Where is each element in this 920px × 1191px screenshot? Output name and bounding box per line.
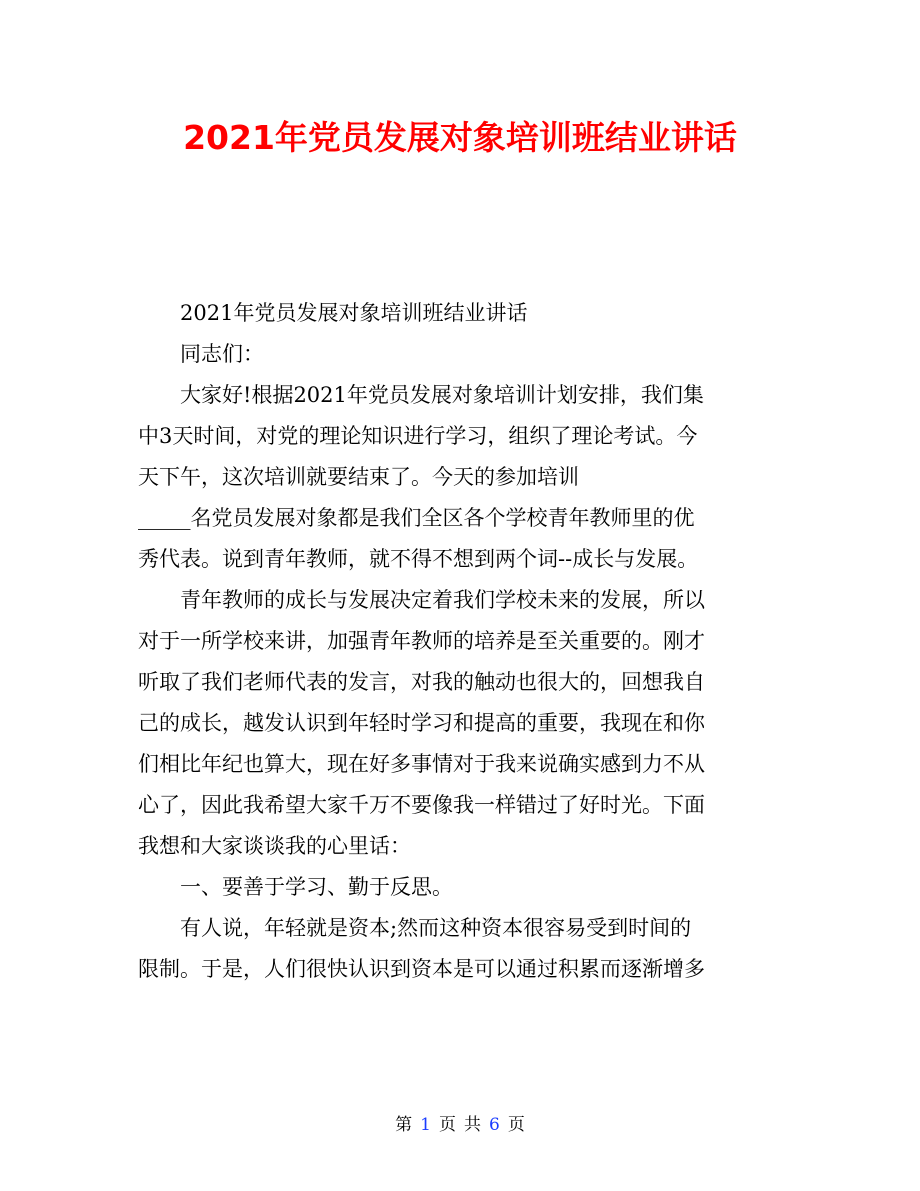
page-footer bbox=[0, 1112, 920, 1138]
body-line: 对于一所学校来讲，加强青年教师的培养是至关重要的。刚才 bbox=[138, 629, 705, 653]
body-line: 们相比年纪也算大，现在好多事情对于我来说确实感到力不从 bbox=[138, 752, 705, 776]
body-line: _____名党员发展对象都是我们全区各个学校青年教师里的优 bbox=[138, 506, 695, 530]
body-line: 我想和大家谈谈我的心里话： bbox=[138, 834, 411, 858]
footer-page-word: 页 bbox=[439, 1115, 456, 1135]
footer-suffix: 页 bbox=[507, 1115, 525, 1135]
body-line: 己的成长，越发认识到年轻时学习和提高的重要，我现在和你 bbox=[138, 711, 705, 735]
footer-page-number: 1 bbox=[420, 1115, 431, 1135]
body-line: 秀代表。说到青年教师，就不得不想到两个词--成长与发展。 bbox=[138, 547, 699, 571]
footer-total-word: 共 bbox=[464, 1115, 481, 1135]
body-line: 有人说，年轻就是资本;然而这种资本很容易受到时间的 bbox=[180, 916, 692, 940]
footer-prefix: 第 bbox=[395, 1115, 413, 1135]
body-line: 限制。于是，人们很快认识到资本是可以通过积累而逐渐增多 bbox=[138, 957, 705, 981]
body-line: 心了，因此我希望大家千万不要像我一样错过了好时光。下面 bbox=[138, 793, 705, 817]
body-line: 大家好!根据2021年党员发展对象培训计划安排，我们集 bbox=[180, 383, 704, 407]
body-line: 同志们： bbox=[180, 342, 264, 366]
body-line: 一、要善于学习、勤于反思。 bbox=[180, 875, 453, 899]
body-line: 听取了我们老师代表的发言，对我的触动也很大的，回想我自 bbox=[138, 670, 705, 694]
body-line: 2021年党员发展对象培训班结业讲话 bbox=[180, 301, 528, 325]
document-title: 2021年党员发展对象培训班结业讲话 bbox=[183, 118, 737, 157]
document-body bbox=[138, 293, 780, 990]
footer-total-pages: 6 bbox=[489, 1115, 500, 1135]
body-line: 青年教师的成长与发展决定着我们学校未来的发展，所以 bbox=[180, 588, 705, 612]
body-line: 中3天时间，对党的理论知识进行学习，组织了理论考试。今 bbox=[138, 424, 698, 448]
body-line: 天下午，这次培训就要结束了。今天的参加培训 bbox=[138, 465, 579, 489]
